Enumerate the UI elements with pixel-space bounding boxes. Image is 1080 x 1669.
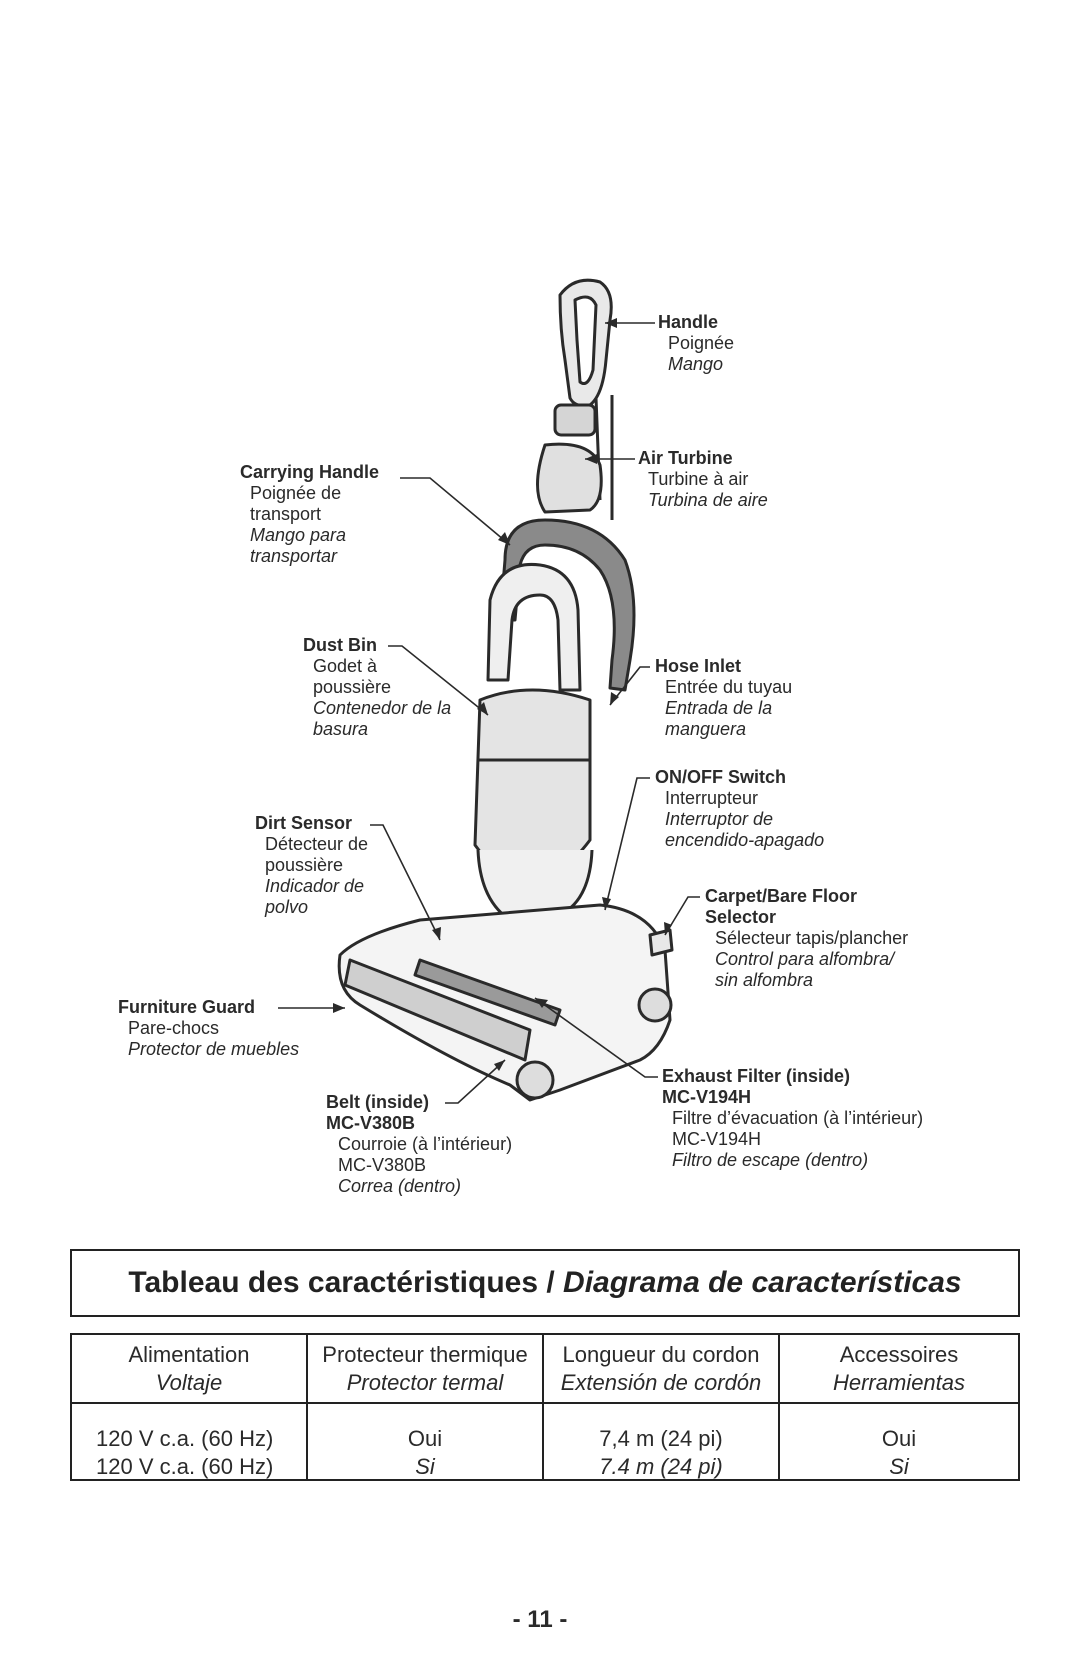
label-handle-en: Handle <box>658 312 719 332</box>
value-cord <box>544 1425 778 1481</box>
label-carrying-handle-en: Carrying Handle <box>240 462 380 482</box>
header-power-fr: Alimentation <box>128 1342 250 1367</box>
value-power-es: 120 V c.a. (60 Hz) <box>96 1454 274 1479</box>
label-dirt-sensor-en: Dirt Sensor <box>255 813 353 833</box>
label-belt-fr-model: MC-V380B <box>338 1155 427 1175</box>
label-on-off-en: ON/OFF Switch <box>655 767 787 787</box>
value-accessories-fr: Oui <box>881 1426 917 1451</box>
header-accessories <box>780 1341 1018 1397</box>
value-cord-fr: 7,4 m (24 pi) <box>599 1426 723 1451</box>
column-power <box>72 1335 306 1479</box>
label-carpet-selector-fr: Sélecteur tapis/plancher <box>715 928 909 948</box>
column-accessories <box>780 1335 1018 1479</box>
carrying-handle <box>488 564 580 690</box>
label-hose-inlet-fr: Entrée du tuyau <box>665 677 793 697</box>
label-carrying-handle <box>240 462 390 567</box>
label-belt <box>326 1092 512 1197</box>
header-thermal <box>308 1341 542 1397</box>
value-thermal <box>308 1425 542 1481</box>
label-carrying-handle-es: Mango para transportar <box>250 525 347 566</box>
label-dust-bin-en: Dust Bin <box>303 635 377 655</box>
value-thermal-es: Si <box>415 1454 435 1479</box>
label-exhaust-filter-fr-model: MC-V194H <box>672 1129 762 1149</box>
label-exhaust-filter-en: Exhaust Filter (inside) <box>662 1066 851 1086</box>
label-furniture-guard-en: Furniture Guard <box>118 997 256 1017</box>
header-power <box>72 1341 306 1397</box>
label-on-off-es: Interruptor de encendido-apagado <box>665 809 825 850</box>
spec-table-title <box>70 1249 1020 1317</box>
value-power <box>72 1425 306 1481</box>
label-belt-model: MC-V380B <box>326 1113 416 1133</box>
header-accessories-es: Herramientas <box>832 1370 966 1395</box>
page-number: - 11 - <box>512 1606 568 1633</box>
label-exhaust-filter <box>662 1066 923 1171</box>
air-turbine <box>538 444 602 512</box>
label-furniture-guard-es: Protector de muebles <box>128 1039 300 1059</box>
label-carpet-selector <box>705 886 909 991</box>
spec-table <box>70 1333 1020 1481</box>
label-dust-bin-fr: Godet à poussière <box>313 656 392 697</box>
label-exhaust-filter-fr: Filtre d’évacuation (à l’intérieur) <box>672 1108 924 1128</box>
spec-title-fr: Tableau des caractéristiques / <box>128 1266 564 1299</box>
label-dust-bin <box>303 635 453 740</box>
header-cord-es: Extensión de cordón <box>560 1370 762 1395</box>
label-on-off-switch <box>655 767 865 851</box>
column-thermal <box>308 1335 542 1479</box>
label-air-turbine <box>638 448 768 511</box>
label-belt-es: Correa (dentro) <box>338 1176 462 1196</box>
label-air-turbine-es: Turbina de aire <box>648 490 768 510</box>
label-carrying-handle-fr: Poignée de transport <box>250 483 342 524</box>
label-air-turbine-en: Air Turbine <box>638 448 733 468</box>
label-hose-inlet-es: Entrada de la manguera <box>665 698 773 739</box>
spec-title-es: Diagrama de características <box>563 1266 962 1299</box>
label-handle-es: Mango <box>668 354 724 374</box>
label-air-turbine-fr: Turbine à air <box>648 469 749 489</box>
label-exhaust-filter-es: Filtro de escape (dentro) <box>672 1150 869 1170</box>
label-handle-fr: Poignée <box>668 333 735 353</box>
value-accessories <box>780 1425 1018 1481</box>
label-furniture-guard <box>118 997 299 1060</box>
header-cord <box>544 1341 778 1397</box>
header-thermal-fr: Protecteur thermique <box>322 1342 528 1367</box>
label-carpet-selector-en: Carpet/Bare Floor Selector <box>705 886 858 927</box>
label-carpet-selector-es: Control para alfombra/ sin alfombra <box>715 949 895 990</box>
label-hose-inlet-en: Hose Inlet <box>655 656 742 676</box>
header-accessories-fr: Accessoires <box>839 1342 959 1367</box>
label-exhaust-filter-model: MC-V194H <box>662 1087 752 1107</box>
column-cord <box>544 1335 778 1479</box>
label-dirt-sensor <box>255 813 385 918</box>
label-furniture-guard-fr: Pare-chocs <box>128 1018 220 1038</box>
label-hose-inlet <box>655 656 825 740</box>
label-dust-bin-es: Contenedor de la basura <box>313 698 452 739</box>
value-cord-es: 7.4 m (24 pi) <box>599 1454 723 1479</box>
header-thermal-es: Protector termal <box>346 1370 504 1395</box>
label-dirt-sensor-es: Indicador de polvo <box>265 876 365 917</box>
label-dirt-sensor-fr: Détecteur de poussière <box>265 834 369 875</box>
label-belt-fr: Courroie (à l’intérieur) <box>338 1134 513 1154</box>
label-belt-en: Belt (inside) <box>326 1092 430 1112</box>
header-power-es: Voltaje <box>155 1370 223 1395</box>
value-thermal-fr: Oui <box>407 1426 443 1451</box>
value-power-fr: 120 V c.a. (60 Hz) <box>96 1426 274 1451</box>
value-accessories-es: Si <box>889 1454 909 1479</box>
header-cord-fr: Longueur du cordon <box>562 1342 760 1367</box>
label-on-off-fr: Interrupteur <box>665 788 759 808</box>
label-handle <box>658 312 734 375</box>
